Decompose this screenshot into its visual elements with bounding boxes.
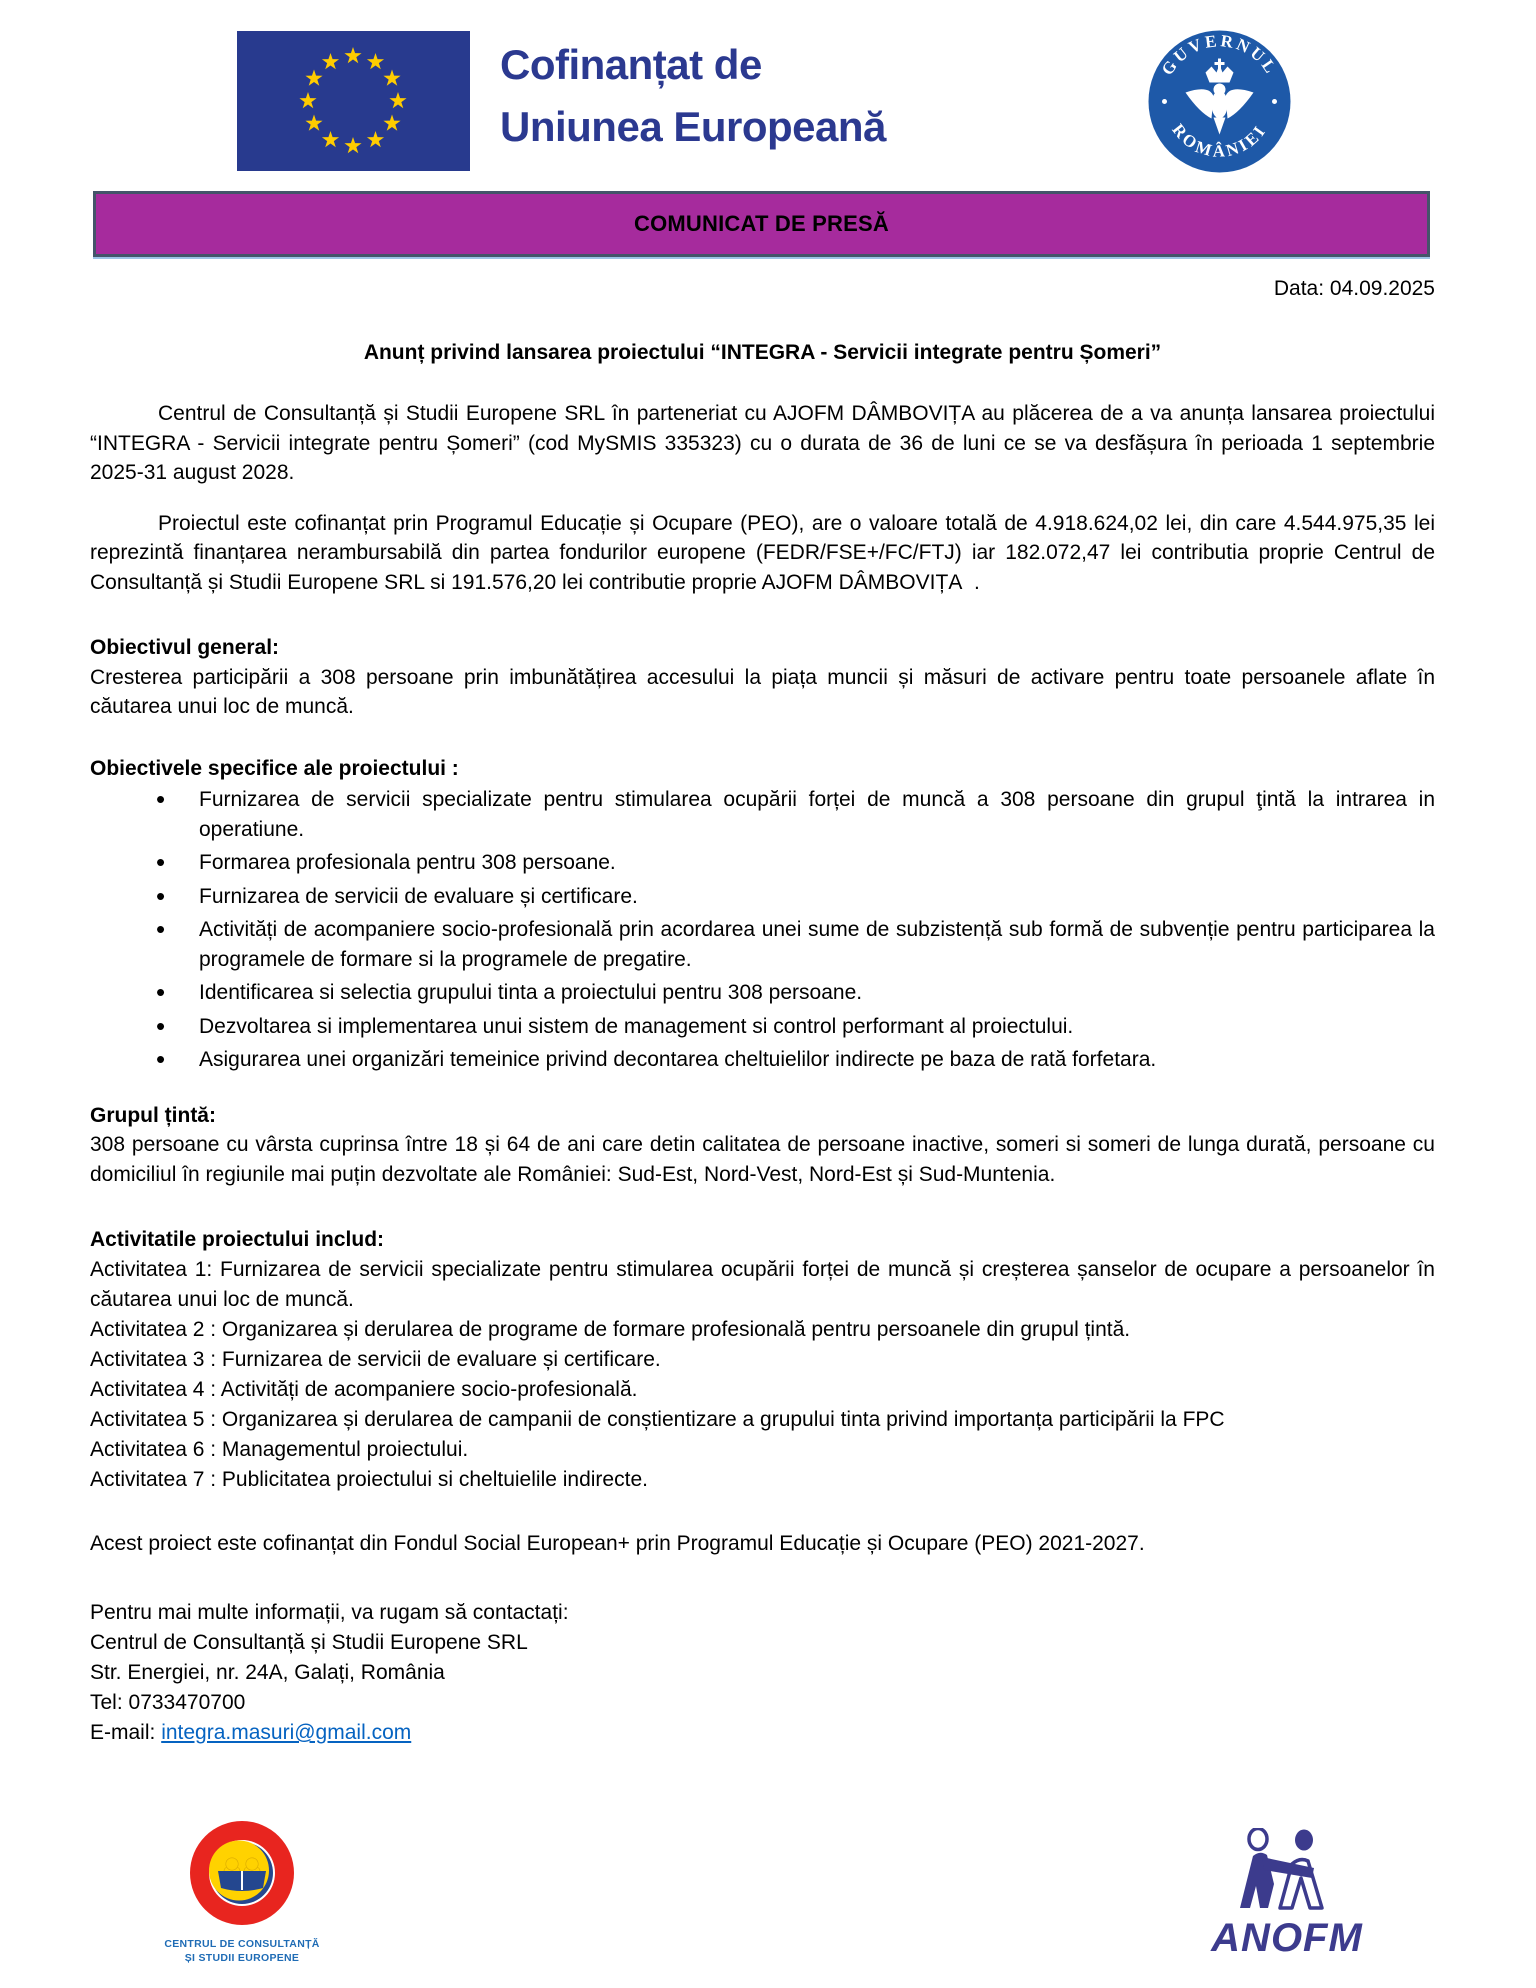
gov-seal-top-text: GUVERNUL bbox=[1157, 31, 1282, 79]
contact-block bbox=[90, 1598, 1435, 1748]
activity-line: Activitatea 6 : Managementul proiectului. bbox=[90, 1437, 469, 1461]
intro-paragraph: Centrul de Consultanță și Studii Europene SRL în parteneriat cu AJOFM DÂMBOVIȚA au plăcerea de a va anunța lansarea proiectului “INTEGRA - Servicii integrate pentru Șomeri” (cod MySMIS 335323) cu o durata de 36 de luni ce se va desfășura în perioada 1 septembrie 2025-31 august 2028. bbox=[90, 402, 1435, 484]
date-line: Data: 04.09.2025 bbox=[1273, 277, 1435, 300]
ccse-caption-line2: ȘI STUDII EUROPENE bbox=[184, 1952, 300, 1964]
activity-line: Activitatea 2 : Organizarea și derularea de programe de formare profesională pentru persoanele din grupul țintă. bbox=[90, 1317, 1131, 1341]
email-link[interactable]: integra.masuri@gmail.com bbox=[161, 1721, 412, 1744]
activity-line: Activitatea 4 : Activități de acompaniere socio-profesională. bbox=[90, 1377, 638, 1401]
anofm-logo-label: ANOFM bbox=[1211, 1916, 1363, 1960]
eu-cofunding-line2: Uniunea Europeană bbox=[500, 103, 886, 150]
eu-cofunding-line1: Cofinanțat de bbox=[500, 41, 762, 88]
specific-objectives-list bbox=[90, 785, 1435, 1075]
contact-phone: Tel: 0733470700 bbox=[90, 1691, 246, 1714]
eu-flag-icon bbox=[237, 31, 470, 171]
document-body bbox=[90, 258, 1435, 1748]
ccse-caption-line1: CENTRUL DE CONSULTANȚĂ bbox=[164, 1938, 320, 1950]
activity-line: Activitatea 5 : Organizarea și derularea de campanii de conștientizare a grupului tinta privind importanța participării la FPC bbox=[90, 1407, 1225, 1431]
closing-statement: Acest proiect este cofinanțat din Fondul Social European+ prin Programul Educație și Ocupare (PEO) 2021-2027. bbox=[90, 1531, 1145, 1555]
anofm-logo-block bbox=[1202, 1828, 1372, 1959]
target-group-heading: Grupul țintă: bbox=[90, 1103, 216, 1127]
eu-cofunding-text bbox=[500, 34, 886, 158]
list-item: • Asigurarea unei organizări temeinice privind decontarea cheltuielilor indirecte pe baza de rată forfetara. bbox=[90, 1045, 1435, 1075]
activity-line: Activitatea 7 : Publicitatea proiectului si cheltuielile indirecte. bbox=[90, 1467, 648, 1491]
contact-email-line bbox=[90, 1718, 1435, 1748]
list-item: • Identificarea si selectia grupului tinta a proiectului pentru 308 persoane. bbox=[90, 978, 1435, 1008]
list-item: • Furnizarea de servicii de evaluare și certificare. bbox=[90, 882, 1435, 912]
email-label: E-mail: bbox=[90, 1721, 162, 1744]
ccse-logo-block bbox=[132, 1820, 352, 1965]
list-item: • Formarea profesionala pentru 308 persoane. bbox=[90, 848, 1435, 878]
activity-line: Activitatea 3 : Furnizarea de servicii de evaluare și certificare. bbox=[90, 1347, 661, 1371]
ccse-logo-caption bbox=[132, 1937, 352, 1965]
page-title: Anunț privind lansarea proiectului “INTEGRA - Servicii integrate pentru Șomeri” bbox=[363, 340, 1162, 364]
contact-address: Str. Energiei, nr. 24A, Galați, România bbox=[90, 1661, 445, 1684]
romanian-government-seal-icon bbox=[1146, 28, 1293, 175]
list-item: • Dezvoltarea si implementarea unui sistem de management si control performant al proiectului. bbox=[90, 1012, 1435, 1042]
contact-company: Centrul de Consultanță și Studii Europene SRL bbox=[90, 1631, 528, 1654]
activities-list bbox=[90, 1255, 1435, 1495]
funding-paragraph: Proiectul este cofinanțat prin Programul Educație și Ocupare (PEO), are o valoare totală de 4.918.624,02 lei, din care 4.544.975,35 lei reprezintă finanțarea nerambursabilă din partea fondurilor europene (FEDR/FSE+/FC/FTJ) iar 182.072,47 lei contributia proprie Centrul de Consultanță și Studii Europene SRL si 191.576,20 lei contributie proprie AJOFM DÂMBOVIȚA . bbox=[90, 511, 1435, 594]
press-release-banner bbox=[93, 191, 1430, 257]
general-objective-heading: Obiectivul general: bbox=[90, 636, 280, 659]
general-objective-text: Cresterea participării a 308 persoane prin imbunătățirea accesului la piața muncii și măsuri de activare pentru toate persoanele aflate în căutarea unui loc de muncă. bbox=[90, 665, 1435, 718]
gov-seal-bottom-text: ROMÂNIEI bbox=[1168, 120, 1271, 161]
ccse-logo-icon bbox=[189, 1913, 295, 1930]
list-item: • Activități de acompaniere socio-profesională prin acordarea unei sume de subzistență sub formă de subvenție pentru participarea la programele de formare si la programele de pregatire. bbox=[90, 915, 1435, 974]
banner-label: COMUNICAT DE PRESĂ bbox=[634, 211, 889, 236]
list-item: • Furnizarea de servicii specializate pentru stimularea ocupării forței de muncă a 308 persoane din grupul ţintă la intrarea in operatiune. bbox=[90, 785, 1435, 844]
target-group-text: 308 persoane cu vârsta cuprinsa între 18 și 64 de ani care detin calitatea de persoane inactive, someri si someri de lunga durată, persoane cu domiciliul în regiunile mai puțin dezvoltate ale României: Sud-Est, Nord-Vest, Nord-Est și Sud-Muntenia. bbox=[90, 1133, 1435, 1186]
activity-line: Activitatea 1: Furnizarea de servicii specializate pentru stimularea ocupării forței de muncă și creșterea șanselor de ocupare a persoanelor în căutarea unui loc de muncă. bbox=[90, 1257, 1435, 1311]
activities-heading: Activitatile proiectului includ: bbox=[90, 1228, 385, 1251]
specific-objectives-heading: Obiectivele specifice ale proiectului : bbox=[90, 756, 459, 780]
contact-intro: Pentru mai multe informații, va rugam să contactați: bbox=[90, 1601, 569, 1624]
